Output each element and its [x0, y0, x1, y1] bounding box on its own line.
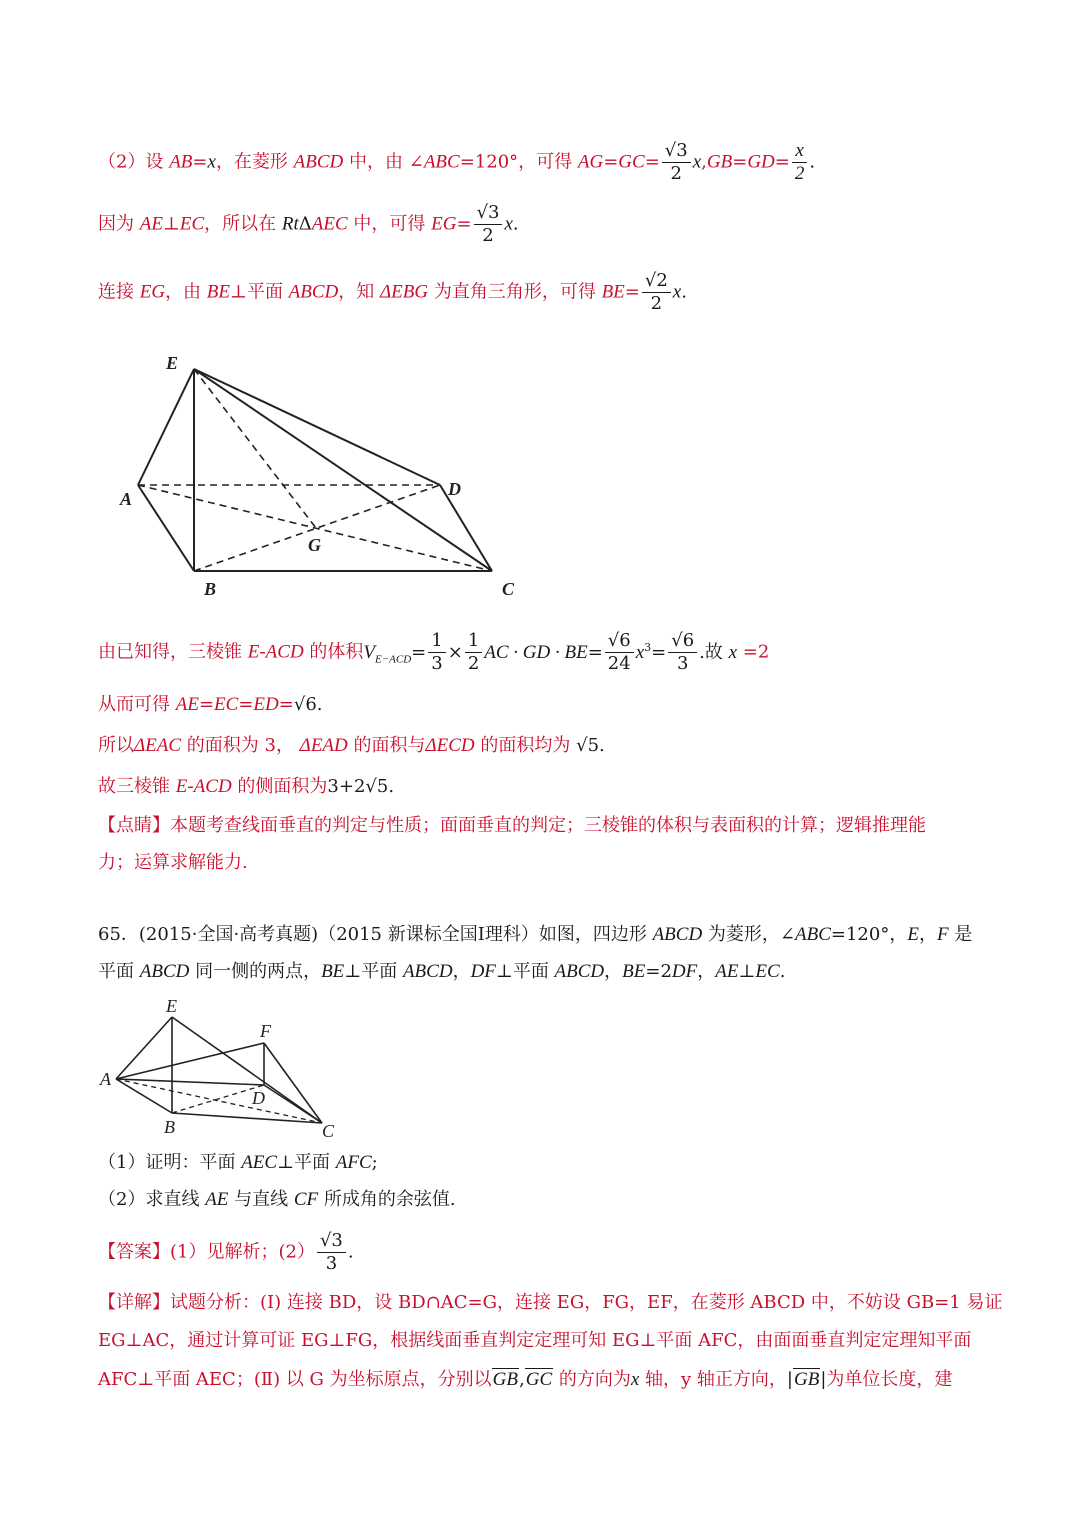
detail-line-3: AFC⊥平面 AEC；(Ⅱ) 以 G 为坐标原点，分别以GB,GC 的方向为x 轴，y 轴正方向，|GB|为单位长度，建: [98, 1369, 953, 1390]
text: 65．(2015·全国·高考真题)（2015 新课标全国Ⅰ理科）如图，四边形: [98, 924, 653, 945]
sub-question-1: （1）证明：平面 AEC⊥平面 AFC;: [98, 1152, 378, 1173]
math-var: x: [672, 281, 682, 303]
math-var: AB: [169, 151, 193, 173]
math-var: EC: [214, 694, 239, 715]
text: .: [681, 281, 687, 303]
edge-af: [116, 1043, 264, 1079]
math-var: ABC: [423, 151, 460, 173]
sub-question-2: （2）求直线 AE 与直线 CF 所成角的余弦值.: [98, 1189, 456, 1210]
text: ，由: [165, 281, 207, 303]
fraction: $\frac{√6}{24}$: [605, 630, 634, 675]
math-var: GB: [706, 151, 733, 173]
math-expr: √5: [576, 735, 600, 756]
comment-line-2: 力；运算求解能力.: [98, 852, 248, 873]
edge-ed: [194, 369, 440, 485]
text: 的侧面积为: [231, 776, 328, 797]
text: =: [732, 151, 748, 173]
text: ，所以在: [204, 213, 282, 235]
text: .: [809, 151, 816, 173]
text: =: [456, 213, 472, 235]
solution-line-7: [98, 775, 394, 799]
detail-line-2: EG⊥AC，通过计算可证 EG⊥FG，根据线面垂直判定定理可知 EG⊥平面 AFC，由面面垂直判定定理知平面: [98, 1330, 972, 1351]
text: ,: [701, 151, 707, 173]
math-expr: 3+2√5: [327, 776, 389, 797]
math-var: Rt: [281, 213, 299, 235]
vertex-e-label: E: [166, 353, 179, 373]
text: 中，由 ∠: [343, 151, 424, 173]
edge-ec: [172, 1017, 322, 1123]
math-var: GD: [747, 151, 775, 173]
math-var: ABCD: [293, 151, 344, 173]
question-65-line-1: [98, 923, 972, 947]
math-var: ABCD: [288, 281, 339, 303]
text: 的面积为 3，: [181, 735, 300, 756]
text: =: [198, 694, 215, 715]
text: 从而可得: [98, 694, 176, 715]
solution-line-5: [98, 693, 323, 717]
vertex-b-label: B: [164, 1117, 175, 1137]
math-var: E-ACD: [247, 641, 304, 663]
polyhedron-figure-2: [96, 995, 356, 1143]
text: ，在菱形: [215, 151, 294, 173]
math-var: x: [504, 213, 513, 235]
text: ⊥平面: [230, 281, 289, 303]
edge-eg-hidden: [194, 369, 316, 528]
math-expr: √6: [293, 694, 317, 715]
edge-ec: [194, 369, 492, 571]
text: .: [316, 694, 323, 715]
text: .: [512, 213, 519, 235]
text: =: [238, 694, 254, 715]
text: 由已知得，三棱锥: [98, 641, 248, 663]
fraction: $\frac{1}{3}$: [428, 630, 445, 675]
math-var: ABC: [794, 924, 831, 945]
math-var: GC: [618, 151, 645, 173]
text: 【答案】(1）见解析；(2）: [98, 1241, 315, 1263]
vertex-c-label: C: [322, 1121, 335, 1141]
math-var: EG: [139, 281, 166, 303]
vertex-e-label: E: [166, 996, 177, 1016]
vertex-f-label: F: [260, 1021, 271, 1041]
math-var: ABCD: [652, 924, 703, 945]
math-var: EC: [179, 213, 205, 235]
text: 是: [948, 924, 973, 945]
math-var: ΔECD: [425, 735, 475, 756]
math-var: x: [692, 151, 702, 173]
math-var: AE: [139, 213, 163, 235]
text: .: [599, 735, 605, 756]
text: =2: [737, 641, 770, 663]
math-var: ED: [253, 694, 279, 715]
text: .: [388, 776, 395, 797]
math-var: BE: [206, 281, 231, 303]
vertex-c-label: C: [502, 579, 515, 599]
vertex-a-label: A: [100, 1069, 111, 1089]
fraction: $\frac{√3}{2}$: [662, 140, 691, 185]
math-var: E: [907, 924, 919, 945]
math-var: ΔEAC: [134, 735, 182, 756]
fraction: $\frac{√3}{3}$: [317, 1230, 346, 1275]
fraction: $\frac{√6}{3}$: [668, 630, 697, 675]
text: =: [774, 151, 790, 173]
text: Δ: [298, 213, 312, 235]
text: =: [644, 151, 660, 173]
text: 因为: [98, 213, 140, 235]
math-var: AE: [175, 694, 199, 715]
text: =120°，: [830, 924, 908, 945]
text: =: [624, 281, 640, 303]
answer-line: 【答案】(1）见解析；(2） $\frac{√3}{3}$ .: [98, 1230, 354, 1274]
fraction: $\frac{x}{2}$: [792, 140, 808, 185]
volume-line: [98, 630, 769, 675]
point-g-label: G: [308, 535, 321, 555]
question-65-line-2: 平面 ABCD 同一侧的两点，BE⊥平面 ABCD，DF⊥平面 ABCD，BE=2DF，AE⊥EC.: [98, 961, 786, 982]
edge-bc: [172, 1113, 322, 1123]
text: =120°，可得: [459, 151, 578, 173]
vertex-a-label: A: [120, 489, 133, 509]
text: 连接: [98, 281, 140, 303]
math-var: F: [936, 924, 949, 945]
vertex-d-label: D: [448, 479, 461, 499]
comment-line-1: 【点睛】本题考查线面垂直的判定与性质；面面垂直的判定；三棱锥的体积与表面积的计算；逻辑推理能: [98, 815, 926, 836]
edge-ea: [138, 369, 194, 485]
fraction: $\frac{√2}{2}$: [642, 270, 671, 315]
text: 所以: [98, 735, 134, 756]
math-var: AG: [577, 151, 604, 173]
edge-bd-hidden: [172, 1085, 264, 1113]
text: 的体积: [303, 641, 364, 663]
pyramid-figure-1: [110, 345, 530, 605]
edge-ea: [116, 1017, 172, 1079]
text: 故三棱锥: [98, 776, 176, 797]
text: 为直角三角形，可得: [428, 281, 602, 303]
edge-ab: [138, 485, 194, 571]
text: ，: [918, 924, 937, 945]
solution-line-6: [98, 734, 605, 758]
text: =: [603, 151, 619, 173]
math-var: BE: [601, 281, 625, 303]
edge-ab: [116, 1079, 172, 1113]
text: （2）设: [98, 151, 170, 173]
math-var: ΔEBG: [380, 281, 429, 303]
edge-ac-hidden: [138, 485, 492, 571]
solution-line-2: [98, 202, 519, 247]
vertex-d-label: D: [252, 1088, 265, 1108]
text: 中，可得: [347, 213, 432, 235]
volume-expression: $V_{E-ACD}=$ $\frac{1}{3}$ × $\frac{1}{2}$ AC · GD · BE= $\frac{√6}{24}$ $x^3=$ $\frac{√6}{3}$ .故 x: [363, 630, 738, 674]
math-var: EG: [431, 213, 457, 235]
math-var: E-ACD: [175, 776, 232, 797]
fraction: $\frac{1}{2}$: [465, 630, 482, 675]
edge-fc: [264, 1043, 322, 1123]
text: ，知: [338, 281, 381, 303]
math-var: ΔEAD: [299, 735, 348, 756]
detail-line-1: 【详解】试题分析：(Ⅰ) 连接 BD，设 BD∩AC=G，连接 EG，FG，EF，在菱形 ABCD 中，不妨设 GB=1 易证: [98, 1292, 1003, 1313]
text: 的面积与: [347, 735, 426, 756]
text: =: [278, 694, 294, 715]
text: ⊥: [162, 213, 180, 235]
text: =: [192, 151, 208, 173]
text: 为菱形，∠: [702, 924, 795, 945]
vertex-b-label: B: [204, 579, 217, 599]
text: 的面积均为: [474, 735, 577, 756]
math-var: x: [207, 151, 216, 173]
solution-line-1: [98, 140, 815, 185]
fraction: $\frac{√3}{2}$: [474, 202, 503, 247]
math-var: AEC: [311, 213, 348, 235]
solution-line-3: [98, 270, 687, 315]
